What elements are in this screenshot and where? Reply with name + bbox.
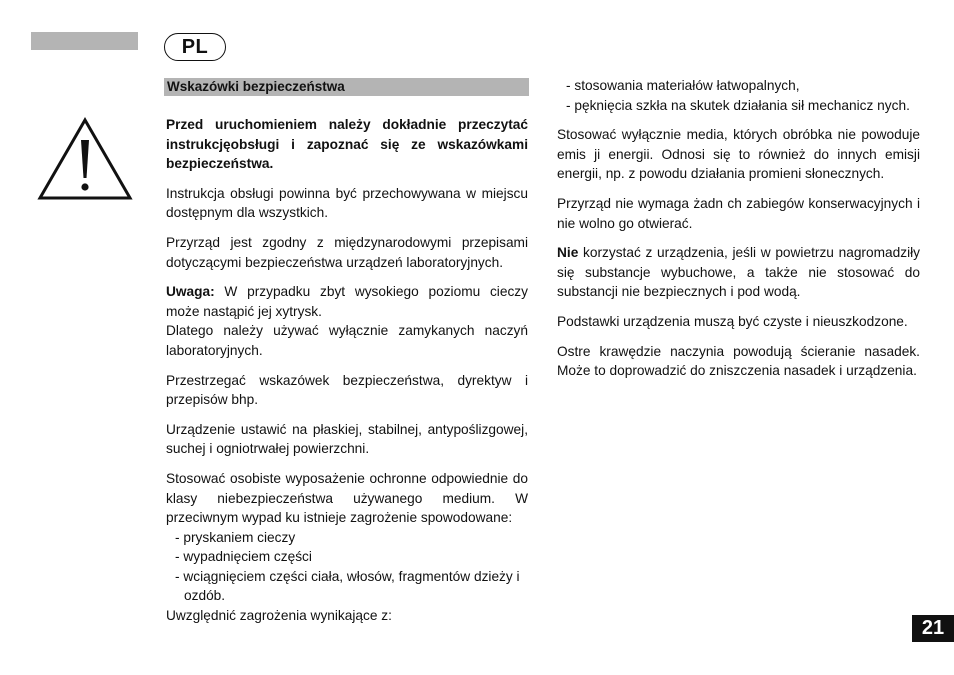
bhp-paragraph: Przestrzegać wskazówek bezpieczeństwa, dyrektyw i przepisów bhp. — [166, 372, 528, 408]
hazard-item: - pryskaniem cieczy — [175, 529, 296, 545]
explosive-text: korzystać z urządzenia, jeśli w powietrzu nagromadziły się substancje wybuchowe, a także nie stosować do substancji nie bezpiecznych i pod wodą. — [557, 245, 920, 300]
protective-paragraph: Stosować osobiste wyposażenie ochronne odpowiednie do klasy niebezpieczeństwa używanego medium. W przeciwnym wypad ku istnieje zagrożenie spowodowane: — [166, 470, 528, 526]
media-paragraph: Stosować wyłącznie media, których obróbka nie powoduje emis ji energii. Odnosi się to również do innych emisji energii, np. z powodu działania promieni słonecznych. — [557, 127, 920, 182]
hazard-item: - stosowania materiałów łatwopalnych, — [566, 78, 800, 93]
hazard-item: - wciągnięciem części ciała, włosów, fragmentów dzieży i ozdób. — [175, 568, 520, 604]
edges-paragraph: Ostre krawędzie naczynia powodują ścieranie nasadek. Może to doprowadzić do zniszczenia nasadek i urządzenia. — [557, 343, 920, 379]
supports-paragraph: Podstawki urządzenia muszą być czyste i nieuszkodzone. — [557, 313, 908, 329]
explosive-bold: Nie — [557, 245, 579, 261]
caution-block — [166, 282, 528, 360]
section-heading: Wskazówki bezpieczeństwa — [164, 78, 529, 96]
caution-text-2: Dlatego należy używać wyłącznie zamykanych naczyń laboratoryjnych. — [166, 323, 528, 358]
header-gray-bar — [31, 32, 138, 50]
caution-text: W przypadku zbyt wysokiego poziomu cieczy może nastąpić jej xytrysk. — [166, 284, 528, 319]
caution-label: Uwaga: — [166, 284, 215, 300]
warning-triangle-icon — [37, 116, 133, 202]
page-number: 21 — [912, 615, 954, 642]
consider-paragraph: Uwzględnić zagrożenia wynikające z: — [166, 608, 392, 624]
right-column — [557, 76, 920, 391]
explosive-paragraph — [557, 243, 920, 302]
compliance-paragraph: Przyrząd jest zgodny z międzynarodowymi przepisami dotyczącymi bezpieczeństwa urządzeń laboratoryjnych. — [166, 234, 528, 270]
language-badge: PL — [164, 33, 226, 61]
maintenance-paragraph: Przyrząd nie wymaga żadn ch zabiegów konserwacyjnych i nie wolno go otwierać. — [557, 195, 920, 231]
intro-bold-paragraph: Przed uruchomieniem należy dokładnie przeczytać instrukcjęobsługi i zapoznać się ze wskazówkami bezpieczeństwa. — [166, 117, 528, 172]
left-column — [166, 115, 528, 636]
hazard-item: - pęknięcia szkła na skutek działania sił mechanicz nych. — [566, 97, 910, 113]
storage-paragraph: Instrukcja obsługi powinna być przechowywana w miejscu dostępnym dla wszystkich. — [166, 185, 528, 221]
surface-paragraph: Urządzenie ustawić na płaskiej, stabilnej, antypoślizgowej, suchej i ogniotrwałej powierzchni. — [166, 421, 528, 457]
hazard-item: - wypadnięciem części — [175, 549, 312, 565]
